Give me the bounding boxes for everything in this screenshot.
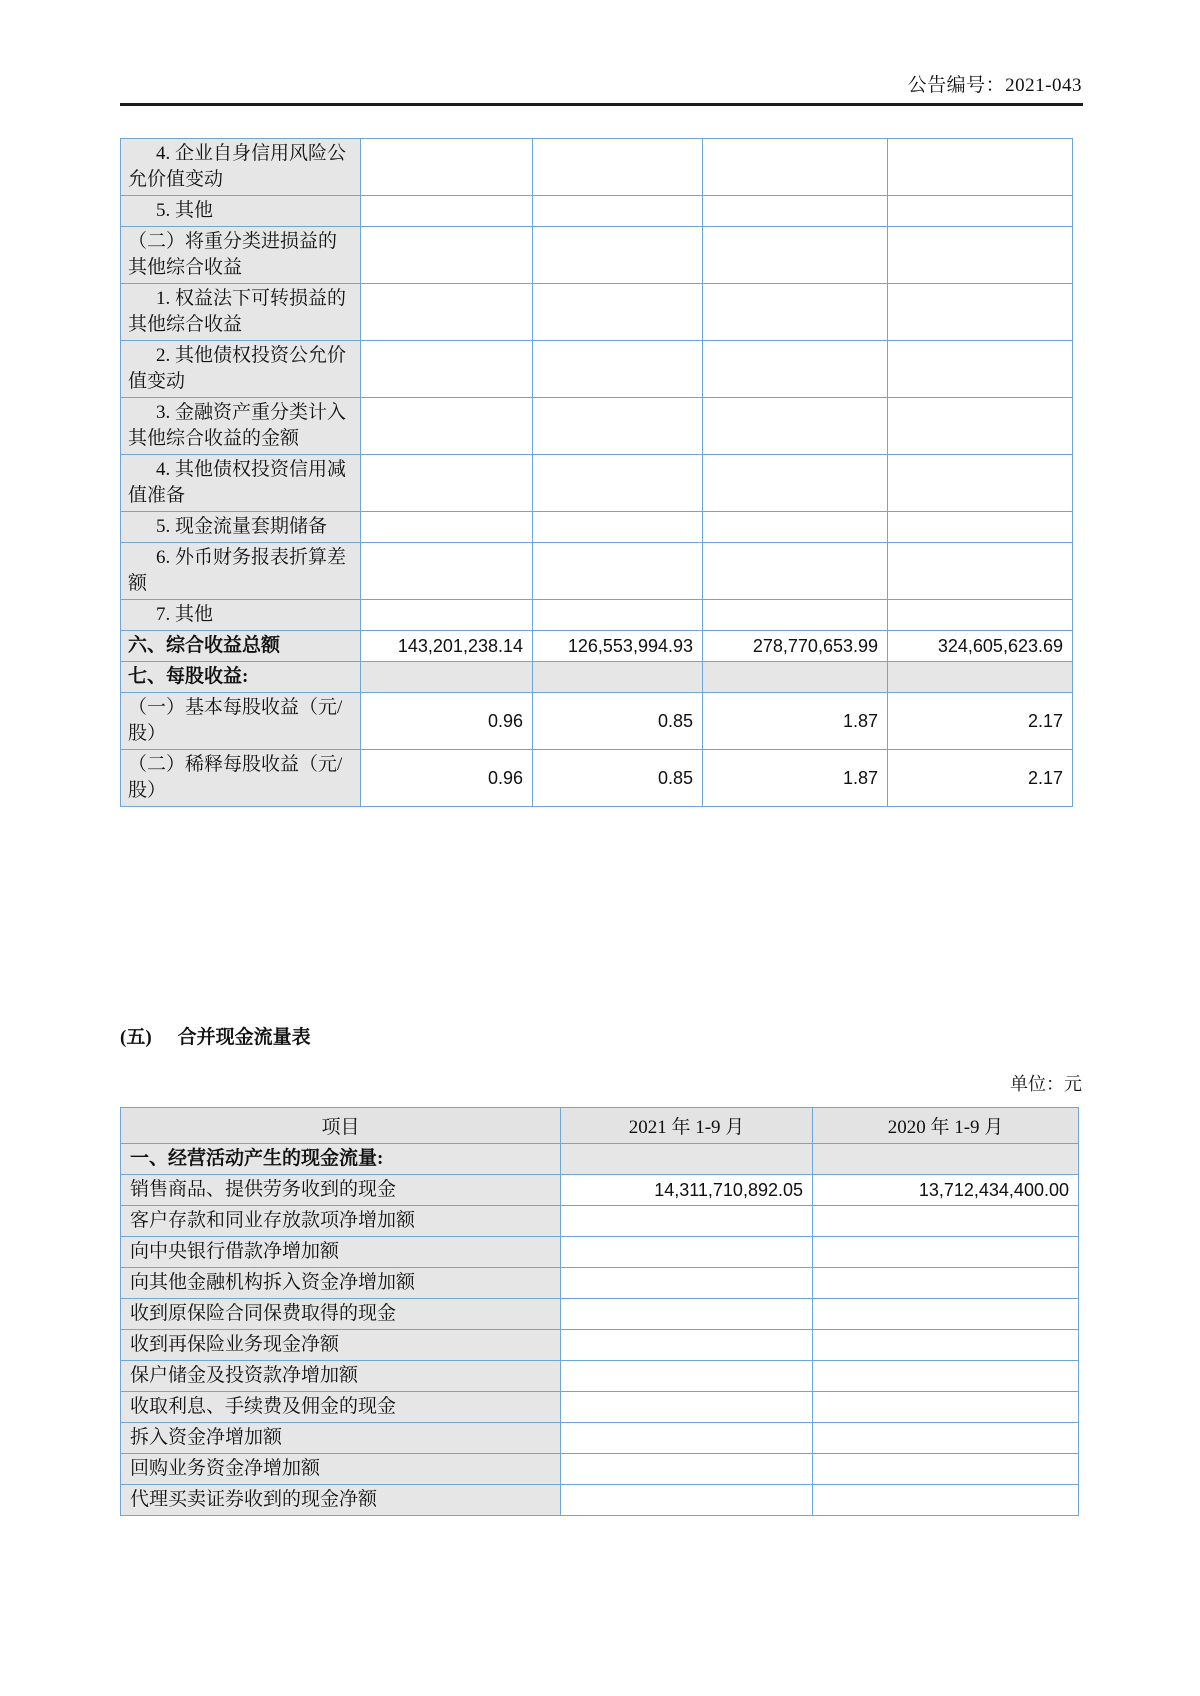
value-cell [361, 196, 533, 227]
value-cell [561, 1268, 813, 1299]
value-cell [561, 1299, 813, 1330]
value-cell: 13,712,434,400.00 [813, 1175, 1079, 1206]
table-row [121, 1144, 1079, 1175]
value-cell [703, 398, 888, 455]
value-cell [561, 1206, 813, 1237]
value-cell [703, 196, 888, 227]
value-cell [361, 662, 533, 693]
row-label: 7. 其他 [121, 600, 361, 631]
value-cell [561, 1144, 813, 1175]
value-cell [813, 1485, 1079, 1516]
value-cell [361, 398, 533, 455]
value-cell [533, 512, 703, 543]
row-label: 客户存款和同业存放款项净增加额 [121, 1206, 561, 1237]
row-label: 4. 企业自身信用风险公允价值变动 [121, 139, 361, 196]
value-cell: 0.96 [361, 693, 533, 750]
row-label: 向中央银行借款净增加额 [121, 1237, 561, 1268]
table-row [121, 196, 1073, 227]
notice-number: 公告编号：2021-043 [907, 75, 1082, 96]
value-cell [361, 341, 533, 398]
table-row [121, 398, 1073, 455]
column-header-2020: 2020 年 1-9 月 [813, 1108, 1079, 1144]
value-cell [703, 455, 888, 512]
table-row [121, 1299, 1079, 1330]
value-cell [888, 196, 1073, 227]
table-row [121, 1330, 1079, 1361]
table-row [121, 1392, 1079, 1423]
value-cell [888, 600, 1073, 631]
value-cell [561, 1330, 813, 1361]
value-cell [813, 1144, 1079, 1175]
value-cell [813, 1361, 1079, 1392]
table-row [121, 543, 1073, 600]
value-cell [813, 1423, 1079, 1454]
value-cell [533, 139, 703, 196]
value-cell [361, 227, 533, 284]
value-cell [813, 1268, 1079, 1299]
value-cell [888, 512, 1073, 543]
column-header-2021: 2021 年 1-9 月 [561, 1108, 813, 1144]
value-cell: 0.85 [533, 750, 703, 807]
value-cell [703, 512, 888, 543]
value-cell [361, 600, 533, 631]
row-label: 6. 外币财务报表折算差额 [121, 543, 361, 600]
value-cell [888, 227, 1073, 284]
value-cell: 143,201,238.14 [361, 631, 533, 662]
table-row [121, 1206, 1079, 1237]
value-cell [813, 1299, 1079, 1330]
value-cell [561, 1237, 813, 1268]
value-cell [888, 455, 1073, 512]
value-cell [561, 1361, 813, 1392]
row-label: （二）将重分类进损益的其他综合收益 [121, 227, 361, 284]
value-cell [533, 455, 703, 512]
value-cell [533, 341, 703, 398]
cash-flow-table [120, 1107, 1079, 1516]
table-row [121, 693, 1073, 750]
value-cell [813, 1206, 1079, 1237]
row-label: （一）基本每股收益（元/股） [121, 693, 361, 750]
value-cell [813, 1392, 1079, 1423]
unit-label: 单位：元 [1010, 1074, 1082, 1094]
comprehensive-income-table [120, 138, 1073, 807]
row-label: 3. 金融资产重分类计入其他综合收益的金额 [121, 398, 361, 455]
section-number: (五) [120, 1027, 152, 1048]
table-row [121, 455, 1073, 512]
row-label: 4. 其他债权投资信用减值准备 [121, 455, 361, 512]
table-row [121, 1454, 1079, 1485]
value-cell [361, 284, 533, 341]
value-cell [703, 662, 888, 693]
value-cell: 126,553,994.93 [533, 631, 703, 662]
value-cell [561, 1423, 813, 1454]
row-label: 收到原保险合同保费取得的现金 [121, 1299, 561, 1330]
value-cell [561, 1485, 813, 1516]
value-cell [533, 543, 703, 600]
row-label: 1. 权益法下可转损益的其他综合收益 [121, 284, 361, 341]
value-cell [533, 196, 703, 227]
value-cell [813, 1237, 1079, 1268]
table-row [121, 600, 1073, 631]
value-cell: 0.85 [533, 693, 703, 750]
value-cell [533, 600, 703, 631]
value-cell [361, 512, 533, 543]
value-cell [888, 341, 1073, 398]
value-cell [888, 543, 1073, 600]
table-row [121, 1175, 1079, 1206]
header-divider [120, 103, 1083, 106]
value-cell [361, 455, 533, 512]
value-cell [703, 543, 888, 600]
row-label: 向其他金融机构拆入资金净增加额 [121, 1268, 561, 1299]
row-label: 拆入资金净增加额 [121, 1423, 561, 1454]
row-label: 销售商品、提供劳务收到的现金 [121, 1175, 561, 1206]
value-cell [813, 1454, 1079, 1485]
table-row [121, 341, 1073, 398]
value-cell [888, 398, 1073, 455]
value-cell: 2.17 [888, 693, 1073, 750]
value-cell [703, 600, 888, 631]
row-label: 2. 其他债权投资公允价值变动 [121, 341, 361, 398]
table-row [121, 662, 1073, 693]
value-cell: 14,311,710,892.05 [561, 1175, 813, 1206]
table-row [121, 227, 1073, 284]
row-label: 5. 其他 [121, 196, 361, 227]
row-label: 收到再保险业务现金净额 [121, 1330, 561, 1361]
value-cell [888, 139, 1073, 196]
table-header-row [121, 1108, 1079, 1144]
value-cell: 324,605,623.69 [888, 631, 1073, 662]
row-label: 5. 现金流量套期储备 [121, 512, 361, 543]
value-cell [361, 543, 533, 600]
value-cell [888, 662, 1073, 693]
value-cell: 1.87 [703, 750, 888, 807]
table-row [121, 1361, 1079, 1392]
value-cell: 278,770,653.99 [703, 631, 888, 662]
row-label: 代理买卖证券收到的现金净额 [121, 1485, 561, 1516]
table-row [121, 631, 1073, 662]
column-header-item: 项目 [121, 1108, 561, 1144]
value-cell [561, 1454, 813, 1485]
value-cell [813, 1330, 1079, 1361]
table-row [121, 750, 1073, 807]
value-cell [703, 227, 888, 284]
row-label: 七、每股收益: [121, 662, 361, 693]
value-cell [703, 341, 888, 398]
row-label: 收取利息、手续费及佣金的现金 [121, 1392, 561, 1423]
value-cell: 0.96 [361, 750, 533, 807]
value-cell: 1.87 [703, 693, 888, 750]
table-row [121, 139, 1073, 196]
row-label: 回购业务资金净增加额 [121, 1454, 561, 1485]
value-cell [888, 284, 1073, 341]
section-title [120, 1022, 311, 1049]
value-cell [533, 284, 703, 341]
value-cell [561, 1392, 813, 1423]
table-row [121, 512, 1073, 543]
value-cell [533, 398, 703, 455]
value-cell [533, 662, 703, 693]
section-title-text: 合并现金流量表 [177, 1027, 311, 1048]
table-row [121, 284, 1073, 341]
value-cell [361, 139, 533, 196]
row-label: 六、综合收益总额 [121, 631, 361, 662]
value-cell: 2.17 [888, 750, 1073, 807]
row-label: 保户储金及投资款净增加额 [121, 1361, 561, 1392]
table-row [121, 1485, 1079, 1516]
table-row [121, 1423, 1079, 1454]
row-label: 一、经营活动产生的现金流量: [121, 1144, 561, 1175]
row-label: （二）稀释每股收益（元/股） [121, 750, 361, 807]
value-cell [703, 139, 888, 196]
table-row [121, 1268, 1079, 1299]
value-cell [703, 284, 888, 341]
table-row [121, 1237, 1079, 1268]
value-cell [533, 227, 703, 284]
